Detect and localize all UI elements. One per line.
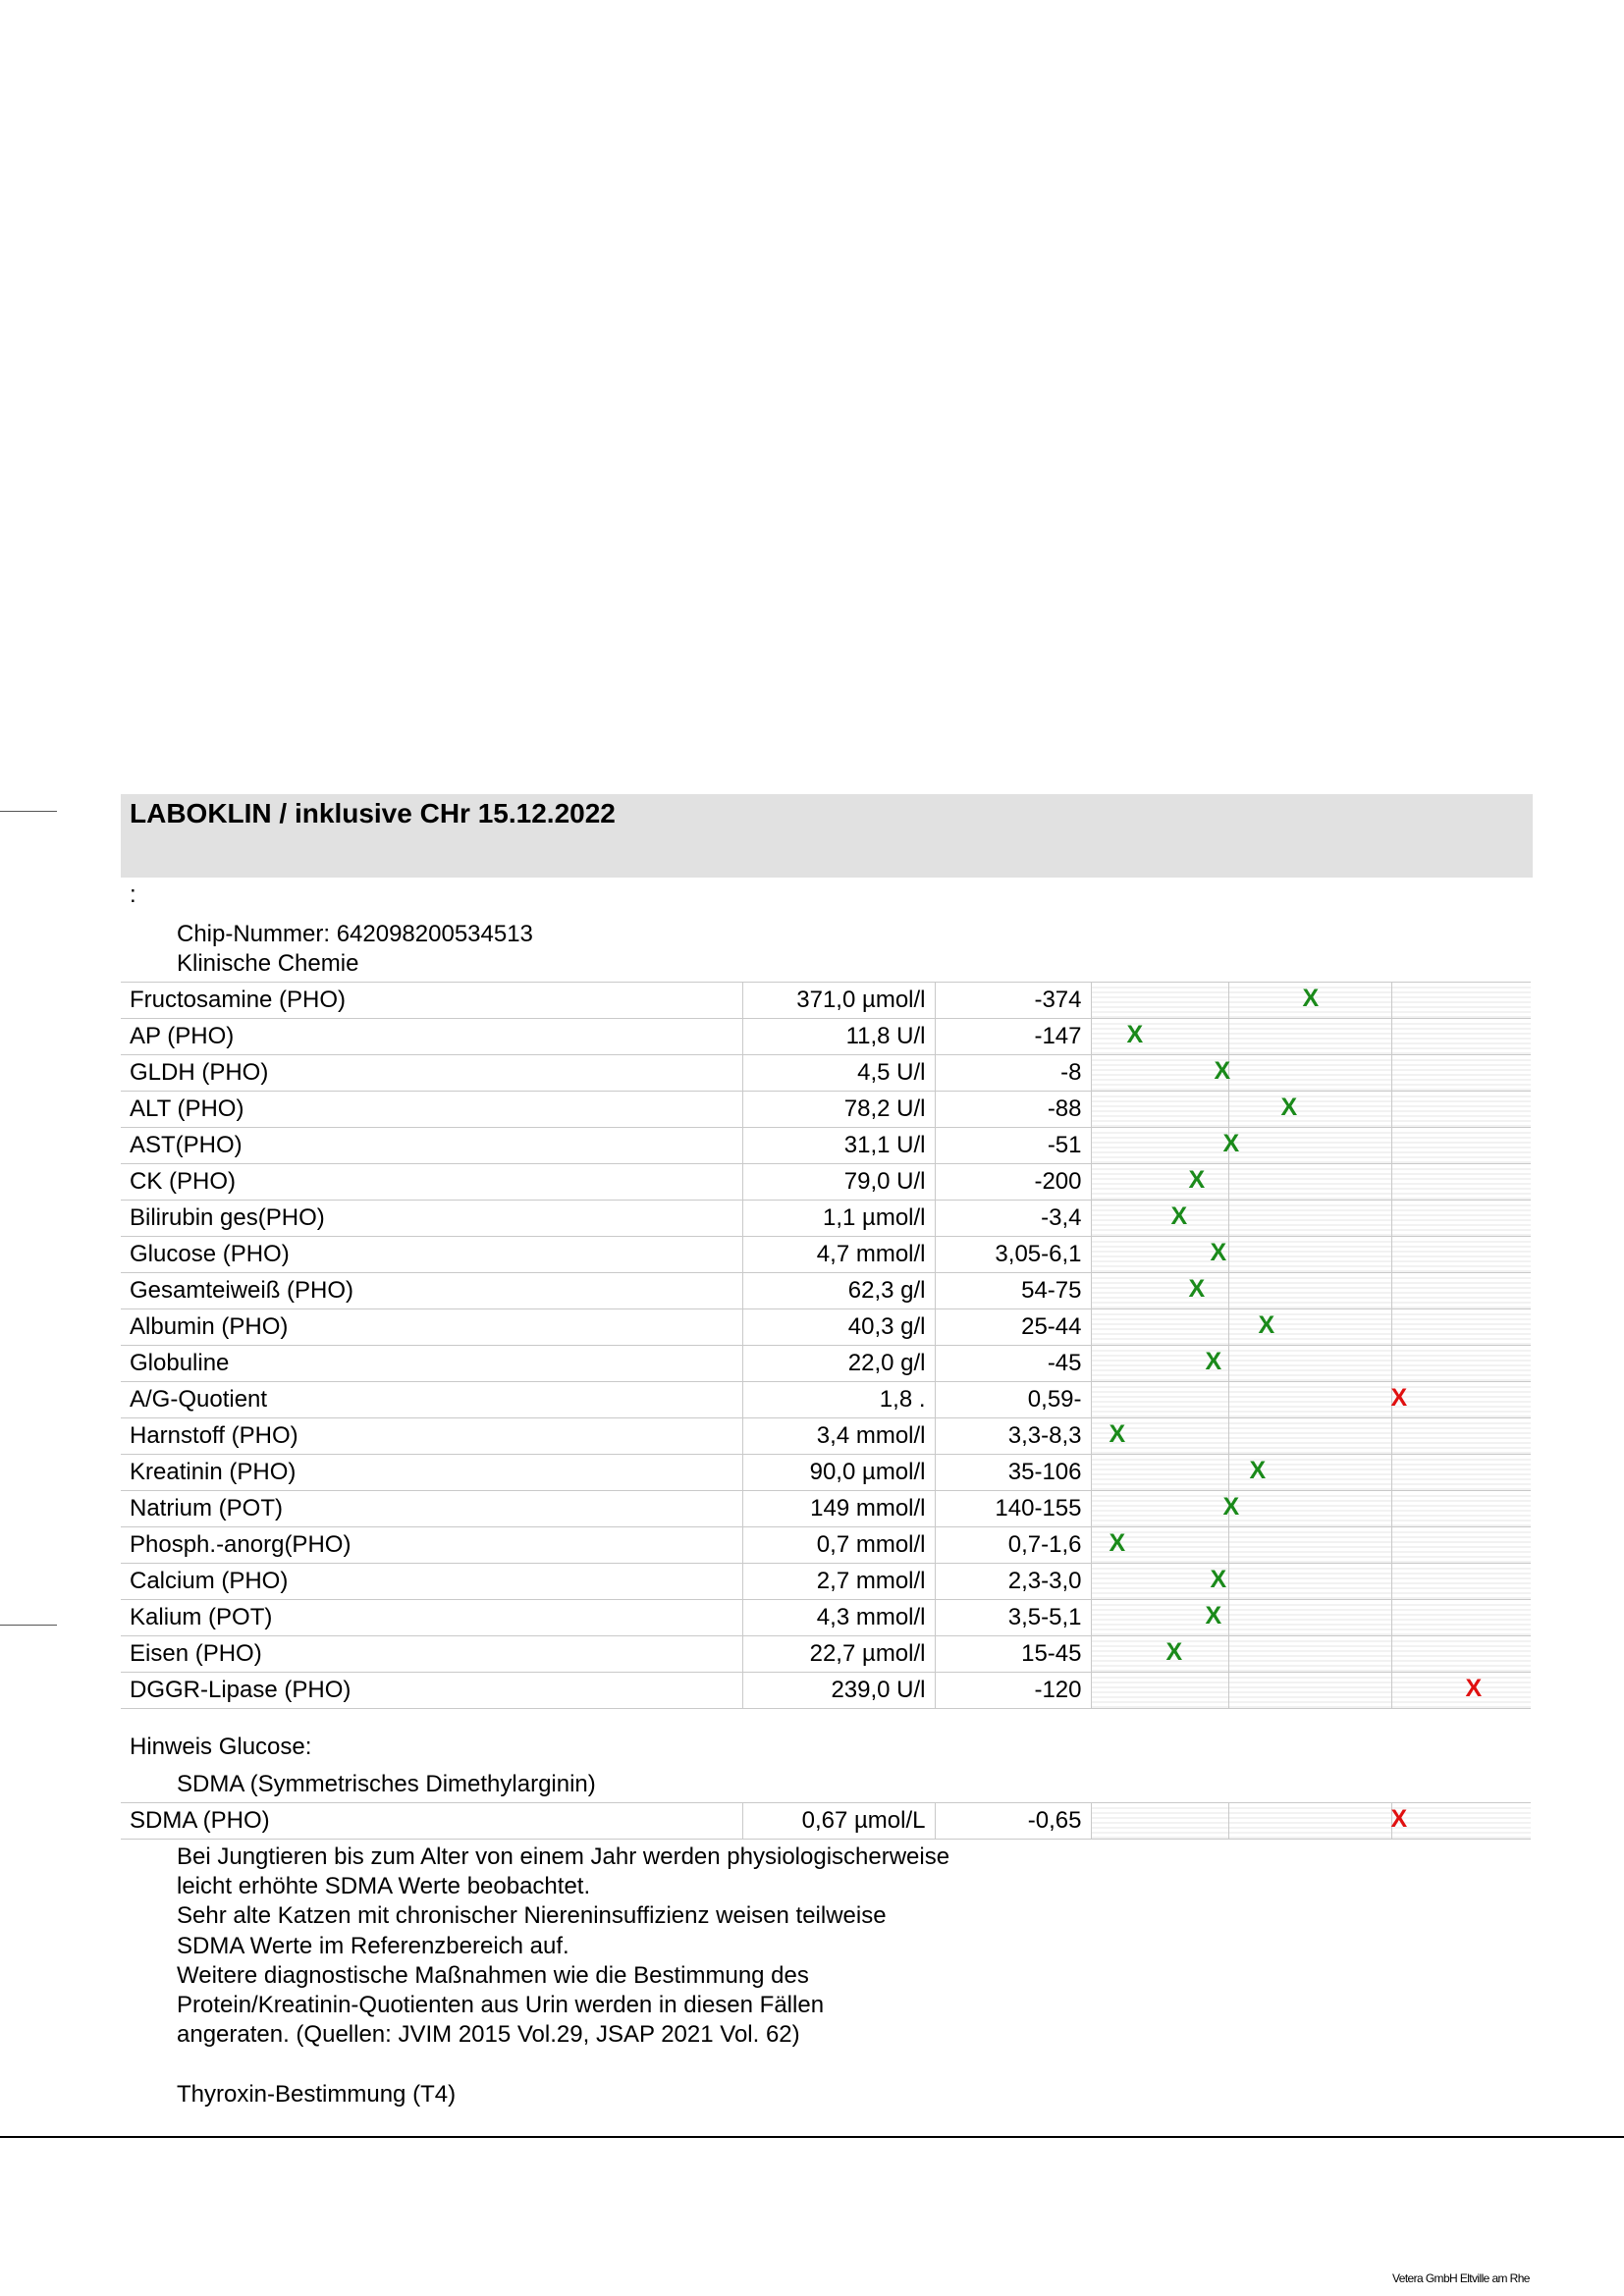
table-row xyxy=(121,983,1531,1019)
result-value: 3,4 mmol/l xyxy=(742,1418,935,1455)
analyte-name: SDMA (PHO) xyxy=(121,1803,742,1840)
result-marker: X xyxy=(1188,1275,1206,1303)
reference-range: -374 xyxy=(935,983,1091,1019)
sdma-title: SDMA (Symmetrisches Dimethylarginin) xyxy=(177,1771,596,1797)
bottom-rule xyxy=(0,2136,1624,2138)
analyte-name: Calcium (PHO) xyxy=(121,1564,742,1600)
range-low-cell xyxy=(1091,1346,1228,1382)
analyte-name: Eisen (PHO) xyxy=(121,1636,742,1673)
range-normal-cell xyxy=(1228,1673,1391,1709)
range-low-cell xyxy=(1091,1418,1228,1455)
result-marker: X xyxy=(1465,1675,1483,1702)
analyte-name: Bilirubin ges(PHO) xyxy=(121,1201,742,1237)
report-title: LABOKLIN / inklusive CHr 15.12.2022 xyxy=(130,798,616,828)
reference-range: 3,05-6,1 xyxy=(935,1237,1091,1273)
reference-range: 25-44 xyxy=(935,1309,1091,1346)
range-low-cell xyxy=(1091,1055,1231,1092)
analyte-name: Glucose (PHO) xyxy=(121,1237,742,1273)
table-row xyxy=(121,1803,1531,1840)
table-row xyxy=(121,1055,1531,1092)
analyte-name: CK (PHO) xyxy=(121,1164,742,1201)
reference-range: -0,65 xyxy=(935,1803,1091,1840)
range-low-cell xyxy=(1091,1636,1228,1673)
note-line: Sehr alte Katzen mit chronischer Niereninsuffizienz weisen teilweise xyxy=(177,1902,887,1930)
result-value: 1,1 µmol/l xyxy=(742,1201,935,1237)
result-marker: X xyxy=(1205,1602,1222,1629)
table-row xyxy=(121,1309,1531,1346)
range-low-cell xyxy=(1091,1019,1228,1055)
note-line: Bei Jungtieren bis zum Alter von einem Jahr werden physiologischerweise xyxy=(177,1843,950,1870)
range-normal-cell xyxy=(1228,1491,1391,1527)
reference-range: -45 xyxy=(935,1346,1091,1382)
reference-range: -120 xyxy=(935,1673,1091,1709)
result-value: 4,5 U/l xyxy=(742,1055,935,1092)
result-value: 31,1 U/l xyxy=(742,1128,935,1164)
analyte-name: Harnstoff (PHO) xyxy=(121,1418,742,1455)
analyte-name: Phosph.-anorg(PHO) xyxy=(121,1527,742,1564)
range-low-cell xyxy=(1091,983,1320,1019)
range-high-cell xyxy=(1391,1382,1531,1418)
range-high-cell xyxy=(1391,1273,1531,1309)
range-high-cell xyxy=(1391,1092,1531,1128)
range-high-cell xyxy=(1391,1673,1531,1709)
range-high-cell xyxy=(1391,1019,1531,1055)
result-value: 78,2 U/l xyxy=(742,1092,935,1128)
range-high-cell xyxy=(1391,1455,1531,1491)
result-value: 149 mmol/l xyxy=(742,1491,935,1527)
range-normal-cell xyxy=(1228,1128,1391,1164)
range-normal-cell xyxy=(1228,1201,1391,1237)
reference-range: -200 xyxy=(935,1164,1091,1201)
sdma-table xyxy=(121,1802,1531,1840)
analyte-name: ALT (PHO) xyxy=(121,1092,742,1128)
result-marker: X xyxy=(1280,1094,1298,1121)
range-low-cell xyxy=(1091,1673,1483,1709)
result-marker: X xyxy=(1302,985,1320,1012)
table-row xyxy=(121,1019,1531,1055)
result-marker: X xyxy=(1170,1202,1188,1230)
range-normal-cell xyxy=(1228,1237,1391,1273)
section-title: Klinische Chemie xyxy=(177,950,359,977)
range-low-cell xyxy=(1091,1273,1228,1309)
result-marker: X xyxy=(1210,1239,1227,1266)
analyte-name: Kreatinin (PHO) xyxy=(121,1455,742,1491)
table-row xyxy=(121,1491,1531,1527)
result-value: 1,8 . xyxy=(742,1382,935,1418)
table-row xyxy=(121,1164,1531,1201)
reference-range: -88 xyxy=(935,1092,1091,1128)
analyte-name: A/G-Quotient xyxy=(121,1382,742,1418)
table-row xyxy=(121,1346,1531,1382)
range-normal-cell xyxy=(1228,1418,1391,1455)
table-row xyxy=(121,1382,1531,1418)
range-normal-cell xyxy=(1228,1527,1391,1564)
table-row xyxy=(121,1527,1531,1564)
range-normal-cell xyxy=(1228,1803,1391,1840)
range-low-cell xyxy=(1091,1600,1228,1636)
result-value: 371,0 µmol/l xyxy=(742,983,935,1019)
range-high-cell xyxy=(1391,1201,1531,1237)
analyte-name: AP (PHO) xyxy=(121,1019,742,1055)
result-value: 79,0 U/l xyxy=(742,1164,935,1201)
reference-range: 35-106 xyxy=(935,1455,1091,1491)
range-normal-cell xyxy=(1228,1346,1391,1382)
analyte-name: Kalium (POT) xyxy=(121,1600,742,1636)
range-normal-cell xyxy=(1228,1636,1391,1673)
range-low-cell xyxy=(1091,1803,1408,1840)
reference-range: -3,4 xyxy=(935,1201,1091,1237)
reference-range: 15-45 xyxy=(935,1636,1091,1673)
result-value: 22,7 µmol/l xyxy=(742,1636,935,1673)
note-line: Protein/Kreatinin-Quotienten aus Urin werden in diesen Fällen xyxy=(177,1992,825,2018)
range-low-cell xyxy=(1091,1164,1228,1201)
range-low-cell xyxy=(1091,1455,1267,1491)
result-marker: X xyxy=(1109,1529,1126,1557)
range-high-cell xyxy=(1391,1418,1531,1455)
range-normal-cell xyxy=(1228,1019,1391,1055)
result-marker: X xyxy=(1210,1566,1227,1593)
analyte-name: Gesamteiweiß (PHO) xyxy=(121,1273,742,1309)
range-normal-cell xyxy=(1228,1600,1391,1636)
range-low-cell xyxy=(1091,1527,1228,1564)
reference-range: -147 xyxy=(935,1019,1091,1055)
table-row xyxy=(121,1564,1531,1600)
margin-mark-top xyxy=(0,811,57,812)
chip-number: Chip-Nummer: 642098200534513 xyxy=(177,921,533,947)
result-marker: X xyxy=(1222,1493,1240,1521)
reference-range: 0,59- xyxy=(935,1382,1091,1418)
reference-range: 3,5-5,1 xyxy=(935,1600,1091,1636)
note-line: angeraten. (Quellen: JVIM 2015 Vol.29, JSAP 2021 Vol. 62) xyxy=(177,2021,800,2049)
result-marker: X xyxy=(1258,1311,1275,1339)
analyte-name: Natrium (POT) xyxy=(121,1491,742,1527)
table-row xyxy=(121,1673,1531,1709)
result-marker: X xyxy=(1205,1348,1222,1375)
reference-range: 54-75 xyxy=(935,1273,1091,1309)
range-low-cell xyxy=(1091,1382,1408,1418)
result-value: 239,0 U/l xyxy=(742,1673,935,1709)
range-high-cell xyxy=(1391,1128,1531,1164)
reference-range: 0,7-1,6 xyxy=(935,1527,1091,1564)
result-marker: X xyxy=(1222,1130,1240,1157)
range-low-cell xyxy=(1091,1092,1298,1128)
table-row xyxy=(121,1273,1531,1309)
result-value: 62,3 g/l xyxy=(742,1273,935,1309)
range-normal-cell xyxy=(1228,1309,1391,1346)
analyte-name: Fructosamine (PHO) xyxy=(121,983,742,1019)
range-high-cell xyxy=(1391,1803,1531,1840)
reference-range: 140-155 xyxy=(935,1491,1091,1527)
range-normal-cell xyxy=(1228,1273,1391,1309)
range-high-cell xyxy=(1391,1636,1531,1673)
result-marker: X xyxy=(1126,1021,1144,1048)
result-marker: X xyxy=(1165,1638,1183,1666)
result-marker: X xyxy=(1109,1420,1126,1448)
note-line: Weitere diagnostische Maßnahmen wie die Bestimmung des xyxy=(177,1961,809,1989)
analyte-name: GLDH (PHO) xyxy=(121,1055,742,1092)
result-value: 4,3 mmol/l xyxy=(742,1600,935,1636)
hinweis-label: Hinweis Glucose: xyxy=(130,1734,312,1760)
table-row xyxy=(121,1201,1531,1237)
range-high-cell xyxy=(1391,1491,1531,1527)
analyte-name: AST(PHO) xyxy=(121,1128,742,1164)
range-high-cell xyxy=(1391,1237,1531,1273)
range-high-cell xyxy=(1391,1564,1531,1600)
analyte-name: DGGR-Lipase (PHO) xyxy=(121,1673,742,1709)
reference-range: -51 xyxy=(935,1128,1091,1164)
chemistry-table xyxy=(121,982,1531,1709)
result-value: 40,3 g/l xyxy=(742,1309,935,1346)
result-value: 90,0 µmol/l xyxy=(742,1455,935,1491)
range-low-cell xyxy=(1091,1201,1228,1237)
result-value: 11,8 U/l xyxy=(742,1019,935,1055)
result-value: 0,67 µmol/L xyxy=(742,1803,935,1840)
range-high-cell xyxy=(1391,1055,1531,1092)
result-marker: X xyxy=(1390,1384,1408,1412)
footer-text: Vetera GmbH Eltville am Rhe xyxy=(1392,2271,1530,2285)
range-normal-cell xyxy=(1228,1055,1391,1092)
result-value: 2,7 mmol/l xyxy=(742,1564,935,1600)
analyte-name: Globuline xyxy=(121,1346,742,1382)
reference-range: 2,3-3,0 xyxy=(935,1564,1091,1600)
result-value: 4,7 mmol/l xyxy=(742,1237,935,1273)
range-high-cell xyxy=(1391,1600,1531,1636)
result-value: 0,7 mmol/l xyxy=(742,1527,935,1564)
range-normal-cell xyxy=(1228,1382,1391,1418)
range-high-cell xyxy=(1391,1346,1531,1382)
range-low-cell xyxy=(1091,1309,1275,1346)
result-marker: X xyxy=(1188,1166,1206,1194)
range-normal-cell xyxy=(1228,1164,1391,1201)
result-marker: X xyxy=(1249,1457,1267,1484)
table-row xyxy=(121,1455,1531,1491)
result-value: 22,0 g/l xyxy=(742,1346,935,1382)
range-low-cell xyxy=(1091,1491,1240,1527)
table-row xyxy=(121,1237,1531,1273)
range-low-cell xyxy=(1091,1564,1228,1600)
reference-range: -8 xyxy=(935,1055,1091,1092)
range-low-cell xyxy=(1091,1128,1240,1164)
result-marker: X xyxy=(1214,1057,1231,1085)
range-normal-cell xyxy=(1228,1564,1391,1600)
result-marker: X xyxy=(1390,1805,1408,1833)
table-row xyxy=(121,1092,1531,1128)
table-row xyxy=(121,1636,1531,1673)
note-line: SDMA Werte im Referenzbereich auf. xyxy=(177,1932,569,1959)
report-header xyxy=(121,794,1533,878)
note-line: leicht erhöhte SDMA Werte beobachtet. xyxy=(177,1873,591,1900)
margin-mark-bottom xyxy=(0,1625,57,1626)
table-row xyxy=(121,1418,1531,1455)
range-high-cell xyxy=(1391,1309,1531,1346)
thyroxin-title: Thyroxin-Bestimmung (T4) xyxy=(177,2081,457,2108)
reference-range: 3,3-8,3 xyxy=(935,1418,1091,1455)
colon-label: : xyxy=(130,881,136,908)
table-row xyxy=(121,1128,1531,1164)
range-normal-cell xyxy=(1228,1092,1391,1128)
analyte-name: Albumin (PHO) xyxy=(121,1309,742,1346)
range-high-cell xyxy=(1391,1527,1531,1564)
range-high-cell xyxy=(1391,1164,1531,1201)
range-low-cell xyxy=(1091,1237,1228,1273)
table-row xyxy=(121,1600,1531,1636)
range-high-cell xyxy=(1391,983,1531,1019)
